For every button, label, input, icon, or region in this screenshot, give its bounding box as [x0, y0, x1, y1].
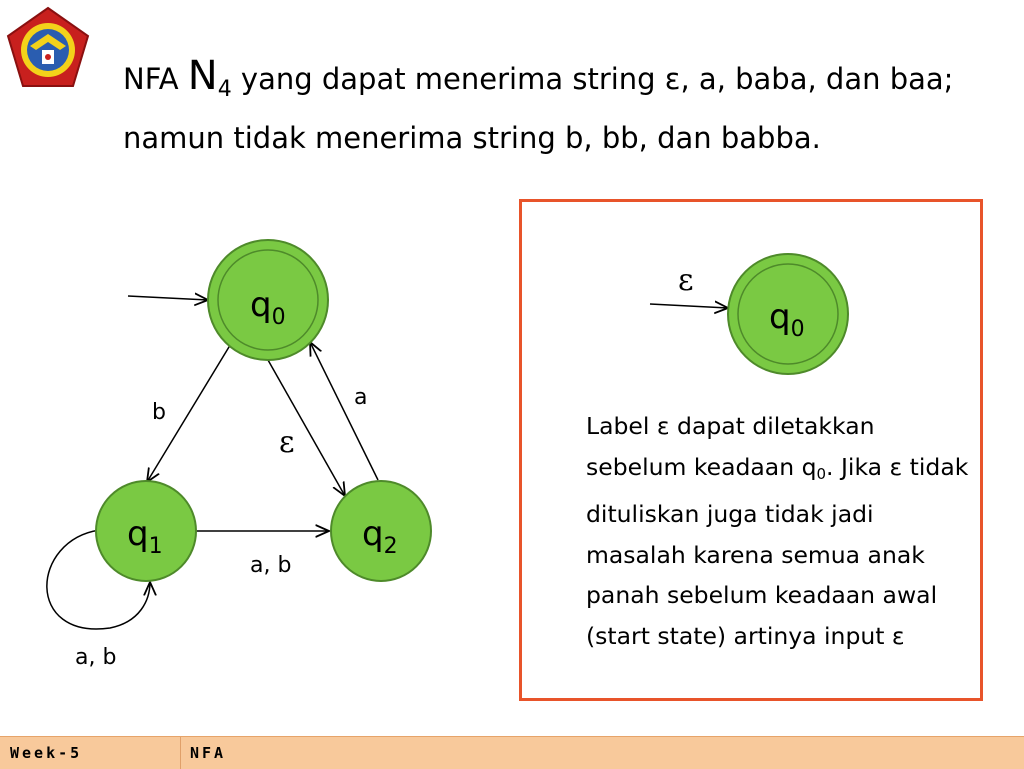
state-q0-base: q: [250, 285, 272, 325]
edge-label-q1-self: a, b: [75, 645, 117, 670]
note-state-sub: 0: [790, 317, 805, 342]
footer-week: Week-5: [10, 744, 83, 762]
title-machine-subscript: 4: [217, 77, 232, 102]
state-q0-sub: 0: [271, 305, 286, 330]
title-prefix: NFA: [123, 62, 188, 96]
footer-divider: [180, 737, 181, 769]
footer-topic: NFA: [190, 744, 227, 762]
note-text: [586, 406, 976, 656]
note-state-base: q: [769, 297, 791, 337]
start-arrow: [128, 296, 208, 300]
note-text-part1: Label ε dapat diletakkan sebelum keadaan q: [586, 412, 875, 481]
title-machine: N: [187, 53, 218, 99]
edge-label-q0-q1: b: [152, 400, 166, 425]
state-q2: [331, 481, 431, 581]
title-text: yang dapat menerima string ε, a, baba, dan baa; namun tidak menerima string b, bb, dan babba.: [123, 62, 954, 155]
state-q1-base: q: [127, 514, 149, 554]
state-q2-sub: 2: [383, 534, 398, 559]
note-text-subscript: 0: [816, 464, 827, 483]
edge-label-q1-q2: a, b: [250, 553, 292, 578]
edge-label-q2-q0: a: [354, 385, 368, 410]
note-text-part2: . Jika ε tidak dituliskan juga tidak jadi masalah karena semua anak panah sebelum keadaan awal (start state) artinya input ε: [586, 452, 969, 650]
state-q1: [96, 481, 196, 581]
state-q2-base: q: [362, 514, 384, 554]
footer-bar: [0, 736, 1024, 769]
state-q0: [208, 240, 328, 360]
edge-label-q0-q2: ε: [279, 425, 295, 460]
note-start-label: ε: [678, 263, 694, 298]
edge-q2-q0: [310, 342, 378, 480]
state-q1-sub: 1: [148, 534, 163, 559]
